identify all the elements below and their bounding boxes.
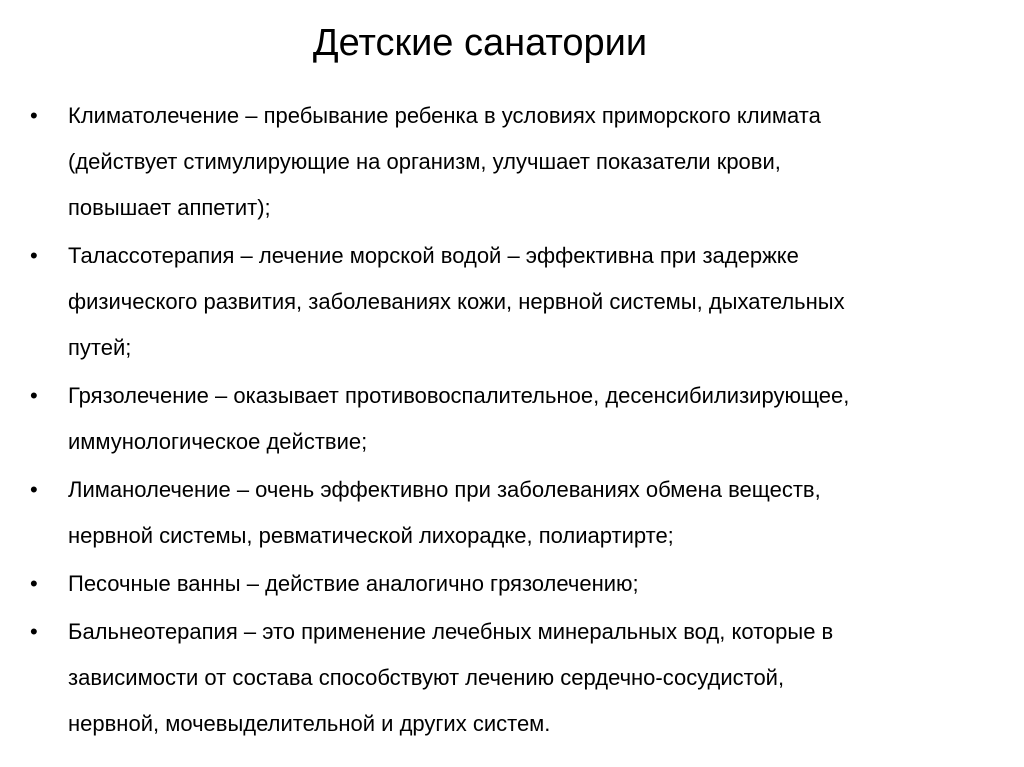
bullet-item — [0, 373, 1024, 465]
bullet-item — [0, 609, 1024, 747]
bullet-text-line: Талассотерапия – лечение морской водой – эффективна при задержке — [68, 243, 799, 268]
bullet-text-line: иммунологическое действие; — [68, 429, 368, 454]
bullet-marker: • — [30, 103, 38, 128]
bullet-marker: • — [30, 477, 38, 502]
bullet-marker: • — [30, 619, 38, 644]
bullet-text-line: зависимости от состава способствуют лечению сердечно-сосудистой, — [68, 665, 785, 690]
bullet-text-line: нервной, мочевыделительной и других систем. — [68, 711, 551, 736]
slide-title: Детские санатории — [312, 22, 648, 64]
bullet-item — [0, 467, 1024, 559]
bullet-text-line: Лиманолечение – очень эффективно при заболеваниях обмена веществ, — [68, 477, 821, 502]
bullet-item — [0, 561, 1024, 607]
bullet-item — [0, 233, 1024, 371]
bullet-text-line: Климатолечение – пребывание ребенка в условиях приморского климата — [68, 103, 821, 128]
bullet-text-line: Бальнеотерапия – это применение лечебных минеральных вод, которые в — [68, 619, 834, 644]
bullet-item — [0, 93, 1024, 231]
bullet-text-line: (действует стимулирующие на организм, улучшает показатели крови, — [68, 149, 781, 174]
bullet-text-line: нервной системы, ревматической лихорадке, полиартирте; — [68, 523, 674, 548]
bullet-text-line: физического развития, заболеваниях кожи, нервной системы, дыхательных — [68, 289, 845, 314]
bullet-list — [0, 93, 1024, 749]
bullet-text-line: Песочные ванны – действие аналогично грязолечению; — [68, 571, 639, 596]
bullet-marker: • — [30, 243, 38, 268]
bullet-text-line: Грязолечение – оказывает противовоспалительное, десенсибилизирующее, — [68, 383, 850, 408]
bullet-text-line: путей; — [68, 335, 132, 360]
bullet-text-line: повышает аппетит); — [68, 195, 271, 220]
bullet-marker: • — [30, 383, 38, 408]
bullet-marker: • — [30, 571, 38, 596]
